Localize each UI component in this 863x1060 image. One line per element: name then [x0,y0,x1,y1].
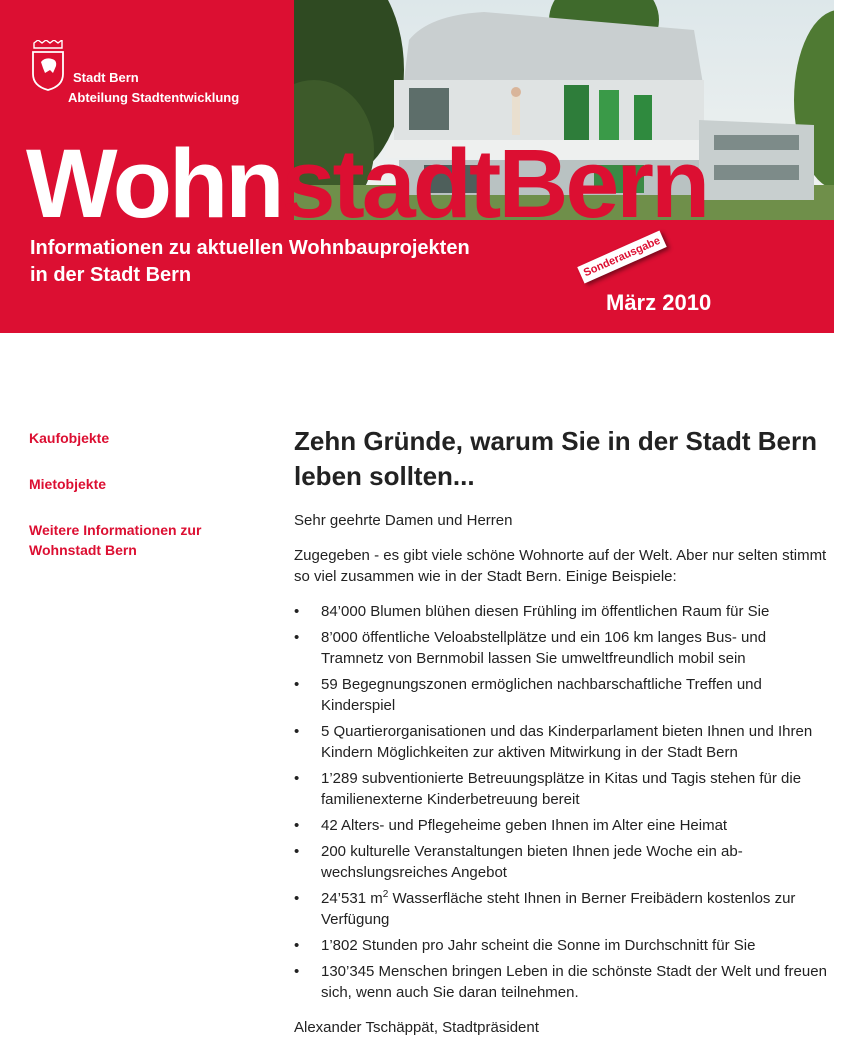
article [294,424,829,1052]
list-item: • 8’000 öffentliche Veloabstellplätze und ein 106 km langes Bus- und Tramnetz von Bernmobil lassen Sie umweltfreundlich mobil sein [294,627,829,669]
subtitle-line-2: in der Stadt Bern [30,264,192,286]
intro-paragraph: Zugegeben - es gibt viele schöne Wohnorte auf der Welt. Aber nur selten stimmt so viel zusammen wie in der Stadt Bern. Einige Beispiele: [294,547,827,585]
special-edition-badge: Sonderausgabe [577,230,667,283]
signature: Alexander Tschäppät, Stadtpräsident [294,1019,539,1036]
org-name: Stadt Bern [73,70,139,85]
wordmark-part-stadt: stadt [281,129,499,238]
list-item-water [294,888,829,930]
header-banner [0,0,834,333]
wohnstadt-bern-wordmark [26,129,708,238]
issue-date: März 2010 [606,290,712,315]
list-item: • 130’345 Menschen bringen Leben in die schönste Stadt der Welt und freuen sich, wenn auch Sie daran teilnehmen. [294,961,829,1003]
wordmark-part-wohn: Wohn [26,129,282,238]
sidebar-nav [29,428,269,586]
water-prefix: 24’531 m [321,890,383,907]
water-suffix: Wasserfläche steht Ihnen in Berner Freibädern kostenlos zur Verfügung [321,890,796,928]
list-item: • 1’802 Stunden pro Jahr scheint die Sonne im Durchschnitt für Sie [294,935,829,956]
list-item: • 200 kulturelle Veranstaltungen bieten Ihnen jede Woche ein ab-wechslungsreiches Angebot [294,841,829,883]
sidebar-link-kaufobjekte[interactable]: Kaufobjekte [29,430,110,446]
list-item: • 5 Quartierorganisationen und das Kinderparlament bieten Ihnen und Ihren Kindern Möglichkeiten zur aktiven Mitwirkung in der Stadt Bern [294,721,829,763]
list-item: • 1’289 subventionierte Betreuungsplätze in Kitas und Tagis stehen für die familienexterne Kinderbetreuung bereit [294,768,829,810]
wordmark-part-bern: Bern [498,129,708,238]
header-subtitle [30,235,570,289]
list-item: • 42 Alters- und Pflegeheime geben Ihnen im Alter eine Heimat [294,815,829,836]
salutation: Sehr geehrte Damen und Herren [294,512,513,529]
sidebar-link-mietobjekte[interactable]: Mietobjekte [29,476,107,492]
article-title: Zehn Gründe, warum Sie in der Stadt Bern leben sollten... [294,426,817,491]
reasons-list [294,601,829,1003]
bern-coat-of-arms [31,40,65,97]
org-department: Abteilung Stadtentwicklung [68,90,240,105]
list-item: • 84’000 Blumen blühen diesen Frühling im öffentlichen Raum für Sie [294,601,829,622]
subtitle-line-1: Informationen zu aktuellen Wohnbauprojekten [30,237,470,259]
water-superscript: 2 [382,889,389,900]
list-item: • 59 Begegnungszonen ermöglichen nachbarschaftliche Treffen und Kinderspiel [294,674,829,716]
sidebar-link-weitere-informationen[interactable]: Weitere Informationen zur Wohnstadt Bern [29,522,202,558]
